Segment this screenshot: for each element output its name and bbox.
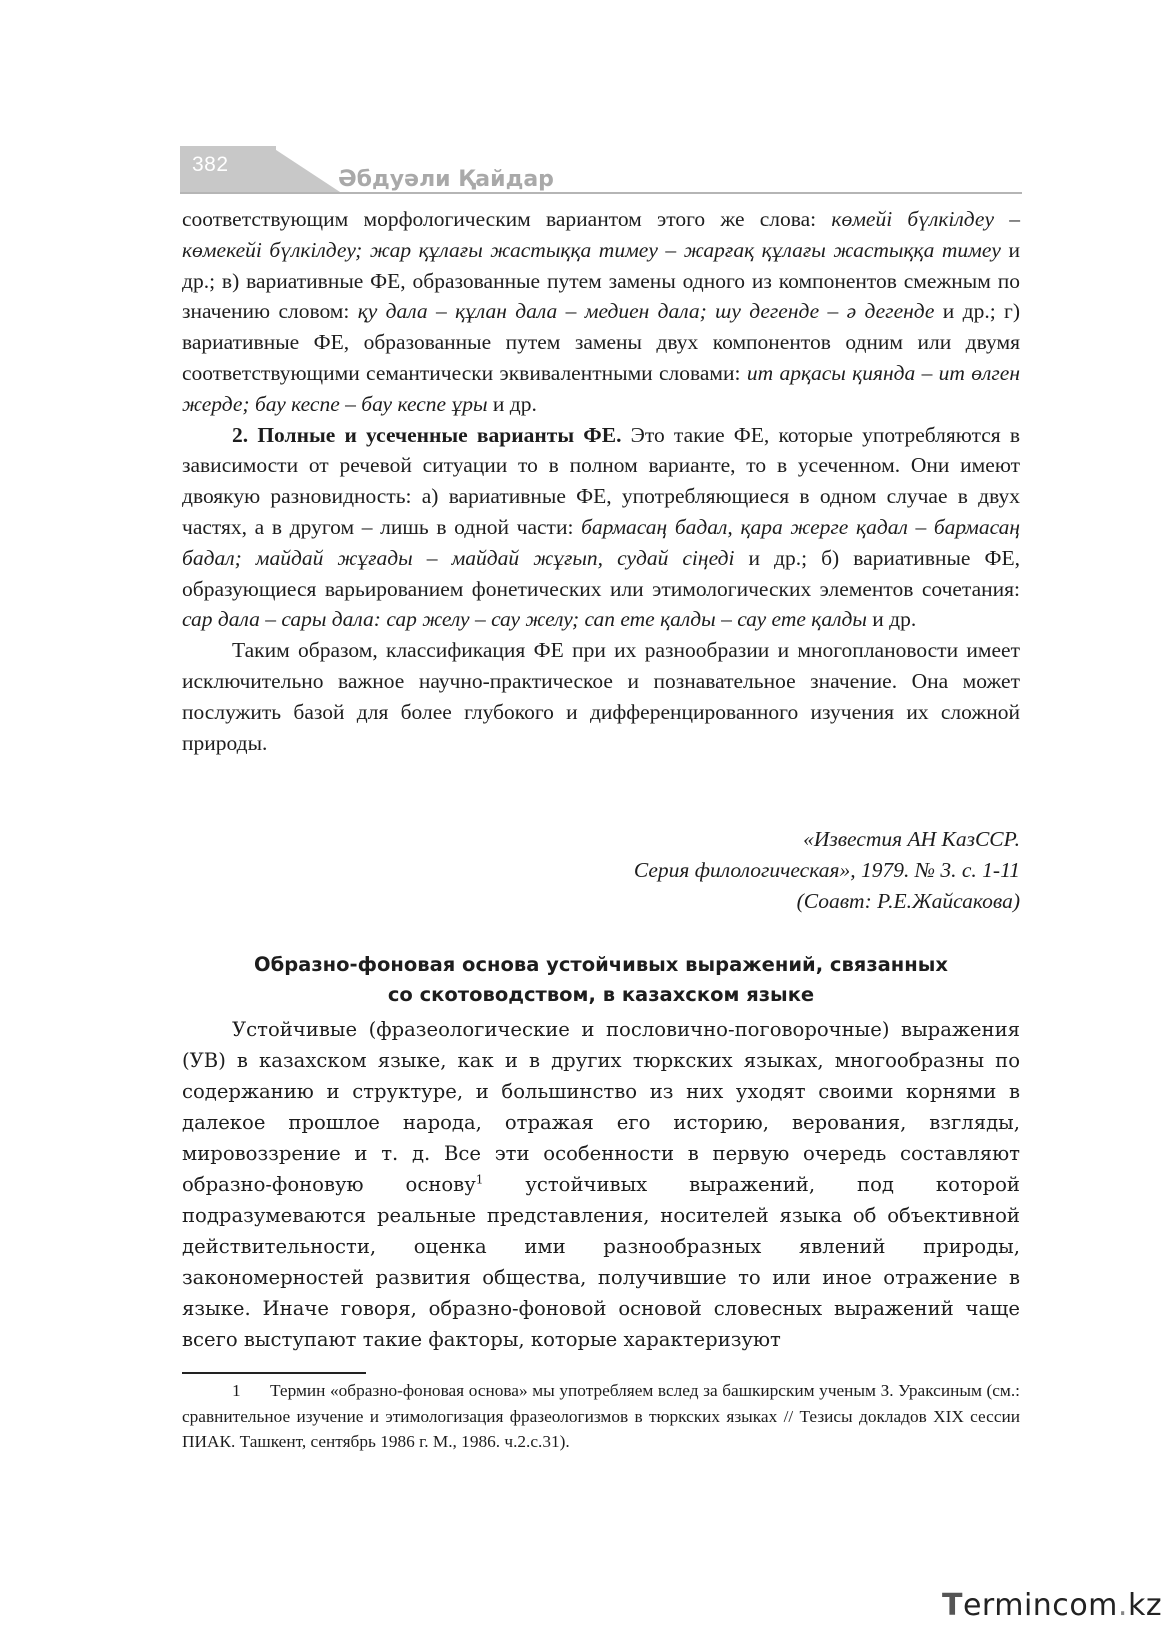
article-text-before-note: Устойчивые (фразеологические и пословично-поговорочные) выражения (УВ) в казахском языке, как и в других тюркских языках, многообразны по содержанию и структуре, и большинство из них уходят своими корнями в далекое прошлое народа, отражая его историю, верования, взгляды, мировоззрение и т. д. Все эти особенности в первую очередь составляют образно-фоновую основу: [182, 1018, 1020, 1196]
text-run: и др.; в) вариативные ФЕ, образованные путем замены одного из компонентов смежным по значению словом:: [182, 237, 1021, 324]
footnote: [182, 1378, 1020, 1455]
footnote-reference[interactable]: 1: [475, 1172, 484, 1187]
running-head-author: Әбдуәли Қайдар: [338, 167, 554, 192]
example-phrases: сар дала – сары дала: сар желу – сау желу; сап ете қалды – сау ете қалды: [182, 607, 867, 632]
text-run: и др.: [866, 607, 917, 632]
article-body: [182, 1014, 1020, 1355]
example-phrases: көмейі бүлкілдеу – көмекейі бүлкілдеу; жар құлағы жастыққа тимеу – жарғақ құлағы жастыққа тимеу: [182, 207, 1020, 262]
section-heading-inline: 2. Полные и усеченные варианты ФЕ.: [232, 422, 622, 447]
article-title-line-1: Образно-фоновая основа устойчивых выражений, связанных: [254, 953, 948, 976]
example-phrases: қу дала – құлан дала – медиен дала; шу дегенде – ә дегенде: [357, 299, 935, 324]
example-phrases: бармасаң бадал, қара жерге қадал – бармасаң бадал; майдай жұғады – майдай жұғып, судай сіңеді: [182, 514, 1020, 570]
text-run: и др.; б) вариативные ФЕ, образующиеся варьированием фонетических или этимологических элементов сочетания:: [182, 545, 1021, 601]
text-run: соответствующим морфологическим вариантом этого же слова:: [182, 207, 832, 231]
page-number: 382: [192, 153, 229, 176]
termincom-watermark-logo: Termincom.kz: [942, 1588, 1162, 1623]
source-line-1: «Известия АН КазССР.: [803, 827, 1020, 851]
footnote-text: Термин «образно-фоновая основа» мы употребляем вслед за башкирским ученым З. Ураксиным (см.: сравнительное изучение и этимологизация фразеологизмов в тюркских языках // Тезисы докладов XIX сессии ПИАК. Ташкент, сентябрь 1986 г. М., 1986. ч.2.с.31).: [182, 1381, 1020, 1451]
text-run: Это такие ФЕ, которые употребляются в зависимости от речевой ситуации то в полном варианте, то в усеченном. Они имеют двоякую разновидность: а) вариативные ФЕ, употребляющиеся в одном случае в двух частях, а в другом – лишь в одной части:: [182, 422, 1020, 539]
paragraph-full-truncated-variants: [182, 420, 1020, 636]
text-run: и др.: [487, 391, 537, 416]
paragraph-conclusion: Таким образом, классификация ФЕ при их разнообразии и многоплановости имеет исключительно важное научно-практическое и познавательное значение. Она может послужить базой для более глубокого и дифференцированного изучения их сложной природы.: [182, 638, 1020, 755]
article-paragraph: [182, 1014, 1020, 1355]
article-title-line-2: со скотоводством, в казахском языке: [387, 983, 815, 1006]
article-title: [182, 950, 1020, 1010]
text-run: и др.; г) вариативные ФЕ, образованные путем замены двух компонентов одним или двумя соответствующими семантически эквивалентными словами:: [182, 299, 1020, 385]
page-number-tab-wedge: [270, 146, 340, 192]
example-phrases: ит арқасы қиянда – ит өлген жерде; бау кеспе – бау кеспе ұры: [182, 360, 1020, 416]
source-line-3: (Соавт: Р.Е.Жайсакова): [796, 888, 1020, 913]
source-line-2: Серия филологическая», 1979. № 3. с. 1-11: [633, 857, 1020, 882]
header-rule: [180, 192, 1022, 194]
paragraph-continuation: [182, 204, 1020, 420]
body-text-block: [182, 204, 1020, 758]
footnote-number: 1: [232, 1381, 241, 1400]
article-text-after-note: устойчивых выражений, под которой подразумеваются реальные представления, носителей языка об объективной действительности, оценка ими разнообразных явлений природы, закономерностей развития общества, получившие то или иное отражение в языке. Иначе говоря, образно-фоновой основой словесных выражений чаще всего выступают такие факторы, которые характеризуют: [182, 1173, 1020, 1351]
source-citation: [634, 824, 1020, 916]
footnote-separator: [182, 1372, 366, 1374]
